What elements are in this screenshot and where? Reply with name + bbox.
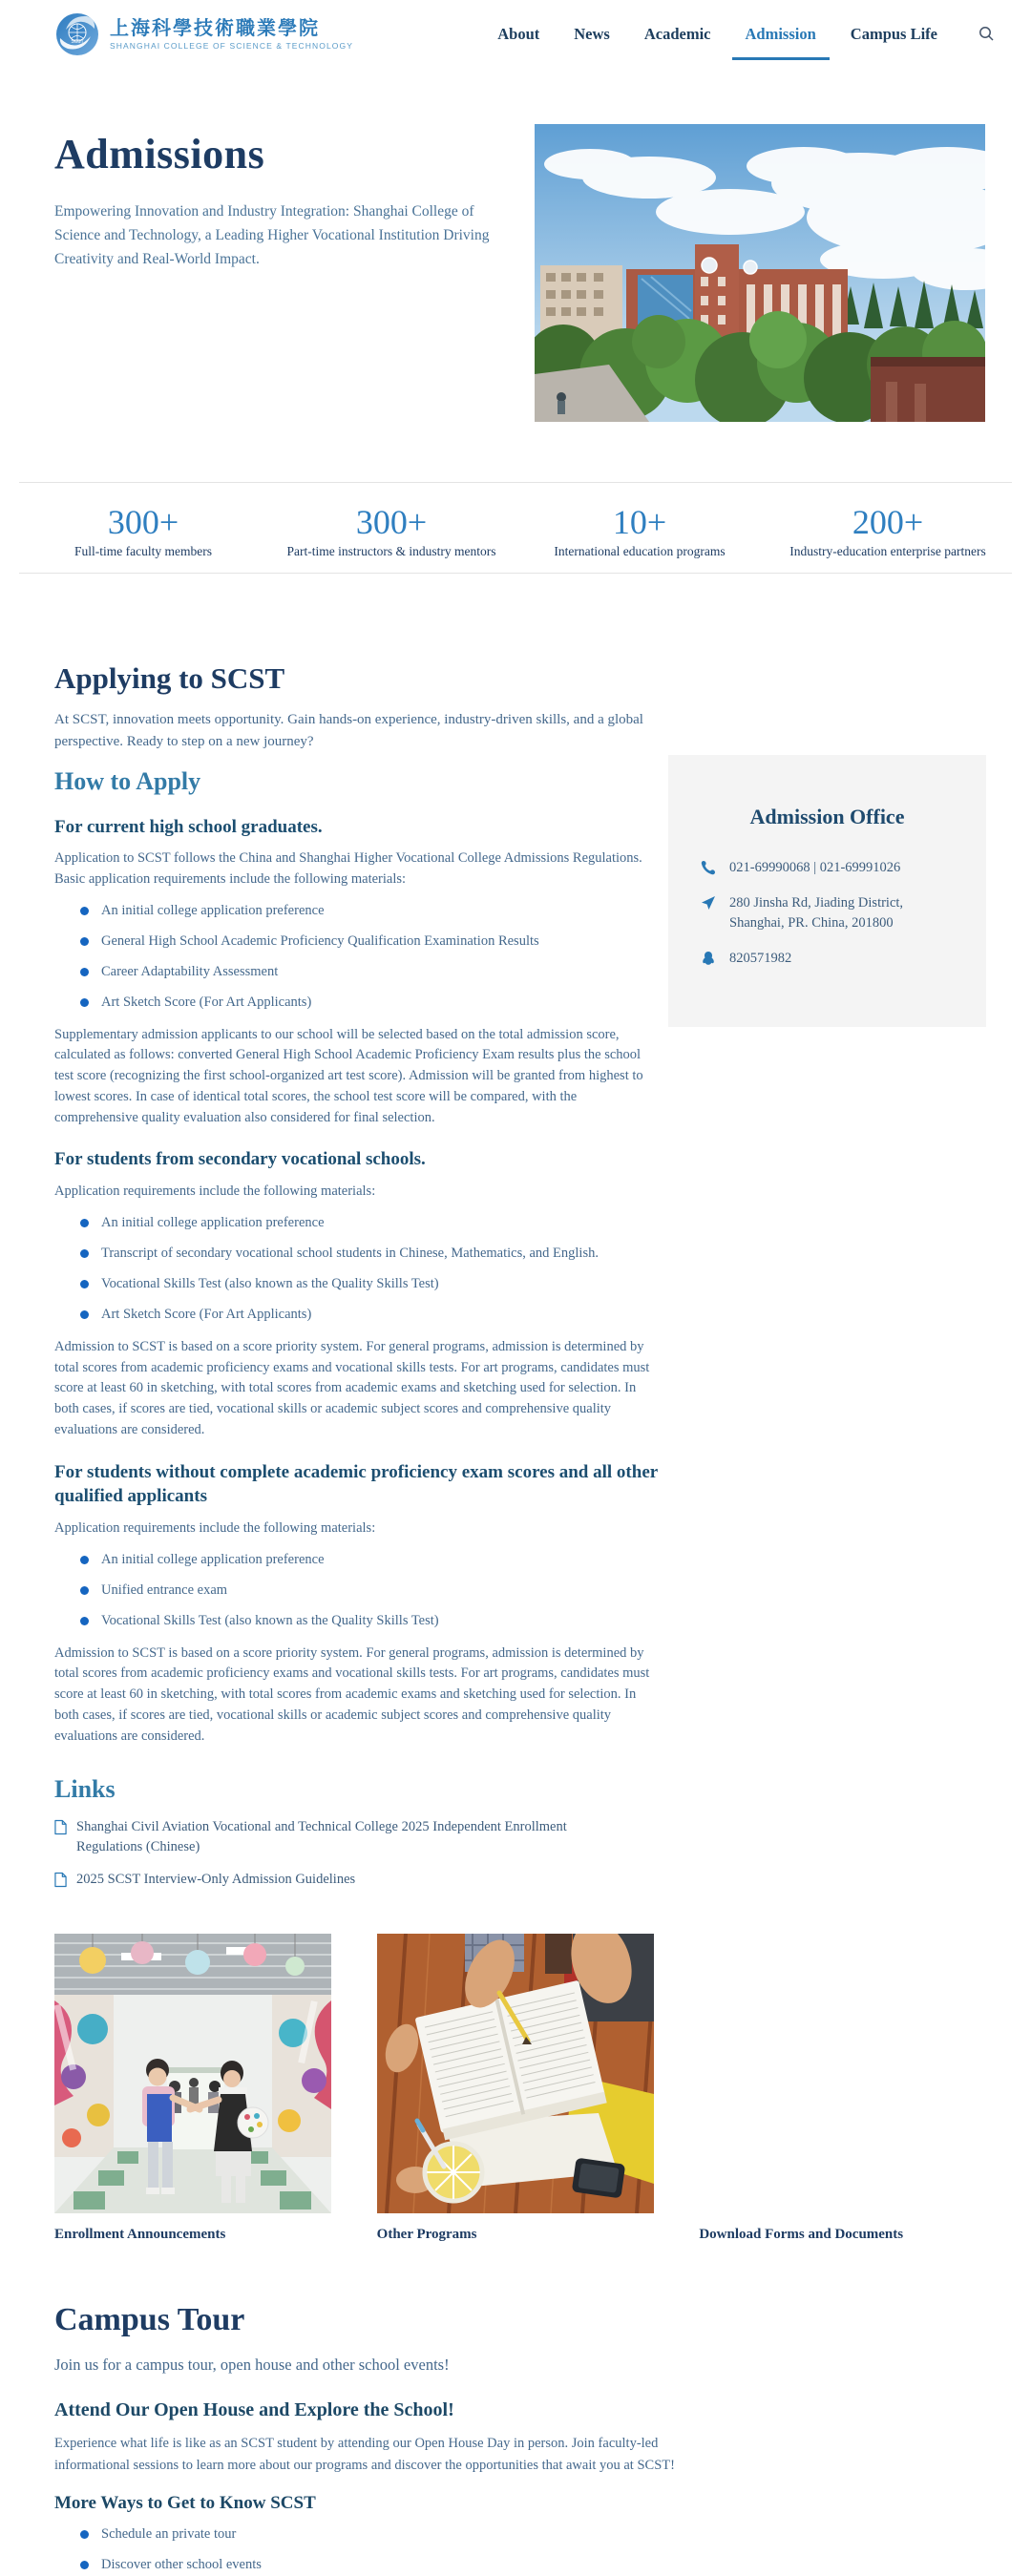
- list-item: [54, 961, 659, 983]
- bullet-dot-icon: [80, 998, 89, 1007]
- nav-item-about[interactable]: About: [497, 25, 540, 43]
- stat-enterprise-partners: [764, 504, 1012, 559]
- campus-tour-title: Campus Tour: [54, 2302, 245, 2338]
- list-item-text: Vocational Skills Test (also known as the Quality Skills Test): [101, 1275, 439, 1291]
- applying-title: Applying to SCST: [54, 661, 285, 695]
- stat-instructors: [267, 504, 516, 559]
- document-icon: [54, 1819, 67, 1835]
- logo-chinese-name: 上海科學技術職業學院: [110, 17, 320, 39]
- document-icon: [54, 1872, 67, 1888]
- nav-item-campus-life[interactable]: Campus Life: [850, 25, 937, 43]
- list-item: [54, 1273, 659, 1295]
- hallway-photo-illustration: [54, 1934, 331, 2213]
- list-item: [54, 1549, 659, 1571]
- office-qq: [701, 949, 954, 969]
- stat-value: 300+: [355, 503, 428, 541]
- card-image: [54, 1934, 331, 2213]
- bullet-dot-icon: [80, 907, 89, 915]
- nav-item-news[interactable]: News: [574, 25, 610, 43]
- requirements-list: [54, 1212, 659, 1326]
- bullet-dot-icon: [80, 1556, 89, 1564]
- card-caption: Enrollment Announcements: [54, 2227, 226, 2243]
- list-item: [54, 1580, 659, 1602]
- bullet-dot-icon: [80, 2530, 89, 2539]
- hero-section: [0, 69, 1031, 422]
- stat-international-programs: [516, 504, 764, 559]
- group-outro: Admission to SCST is based on a score priority system. For general programs, admission is determined by total scores from academic proficiency exams and vocational skills tests. For art programs, candidates must score at least 60 in sketching, with total scores from academic exams and sketching used for selection. In both cases, if scores are tied, vocational skills or academic subject scores and comprehensive quality evaluations are considered.: [54, 1338, 650, 1437]
- bullet-dot-icon: [80, 937, 89, 946]
- open-house-text: Experience what life is like as an SCST student by attending our Open House Day in person. Join faculty-led informational sessions to learn more about our programs and discover the opportunities that await you at SCST!: [54, 2436, 675, 2473]
- stat-value: 300+: [107, 503, 179, 541]
- bullet-dot-icon: [80, 1586, 89, 1595]
- card-enrollment-announcements[interactable]: [54, 1934, 341, 2243]
- card-image: [377, 1934, 654, 2213]
- list-item: [54, 931, 659, 953]
- document-link[interactable]: [54, 1870, 589, 1890]
- card-caption: Download Forms and Documents: [699, 2227, 904, 2243]
- requirements-list: [54, 900, 659, 1014]
- office-phone-text: 021-69990068 | 021-69991026: [729, 860, 901, 875]
- document-link-text: 2025 SCST Interview-Only Admission Guidelines: [76, 1872, 356, 1888]
- group-intro: Application to SCST follows the China and Shanghai Higher Vocational College Admissions Regulations. Basic application requirements include the following materials:: [54, 850, 642, 887]
- list-item-text: Transcript of secondary vocational school students in Chinese, Mathematics, and English.: [101, 1245, 599, 1261]
- nav-item-academic[interactable]: Academic: [643, 25, 711, 43]
- open-house-title: Attend Our Open House and Explore the School!: [54, 2399, 454, 2421]
- campus-photo: [535, 124, 985, 422]
- study-desk-photo-illustration: [377, 1934, 654, 2213]
- phone-icon: [701, 860, 716, 875]
- group-title-high-school: For current high school graduates.: [54, 816, 323, 837]
- list-item-text: Vocational Skills Test (also known as the Quality Skills Test): [101, 1612, 439, 1628]
- list-item: [54, 1610, 659, 1632]
- list-item: [54, 1304, 659, 1326]
- how-to-apply-title: How to Apply: [54, 766, 201, 795]
- list-item-text: General High School Academic Proficiency Qualification Examination Results: [101, 932, 539, 949]
- stat-label: International education programs: [554, 544, 726, 558]
- office-address-text: 280 Jinsha Rd, Jiading District, Shanghai, PR. China, 201800: [729, 895, 904, 932]
- group-outro: Admission to SCST is based on a score priority system. For general programs, admission is determined by total scores from academic proficiency exams and vocational skills tests. For art programs, candidates must score at least 60 in sketching, with total scores from academic exams and sketching used for selection. In both cases, if scores are tied, vocational skills or academic subject scores and comprehensive quality evaluations are considered.: [54, 1644, 650, 1744]
- main-nav: [497, 21, 999, 49]
- campus-tour-section: [0, 2243, 1031, 2576]
- list-item-text: An initial college application preference: [101, 1214, 325, 1230]
- bullet-dot-icon: [80, 2561, 89, 2569]
- stat-label: Industry-education enterprise partners: [789, 544, 986, 558]
- more-ways-title: More Ways to Get to Know SCST: [54, 2493, 316, 2514]
- stat-value: 10+: [612, 503, 667, 541]
- search-button[interactable]: [974, 21, 999, 49]
- list-item: [54, 1243, 659, 1265]
- stats-strip: [19, 482, 1012, 574]
- site-header: [0, 0, 1031, 69]
- list-item-text: Art Sketch Score (For Art Applicants): [101, 994, 312, 1010]
- group-outro: Supplementary admission applicants to our school will be selected based on the total admission score, calculated as follows: converted General High School Academic Proficiency Exam results plus the school test score (recognizing the first school-organized art test score). Admission will be granted from highest to lowest scores. In case of identical total scores, the school test score will be compared, with the comprehensive quality evaluation also considered for final selection.: [54, 1026, 643, 1125]
- campus-tour-intro: Join us for a campus tour, open house and other school events!: [54, 2356, 450, 2375]
- stat-label: Part-time instructors & industry mentors: [286, 544, 496, 558]
- list-item-text: Unified entrance exam: [101, 1581, 228, 1598]
- list-item-text: Career Adaptability Assessment: [101, 963, 279, 979]
- office-qq-text: 820571982: [729, 951, 792, 967]
- bullet-dot-icon: [80, 1219, 89, 1227]
- group-title-other-applicants: For students without complete academic proficiency exam scores and all other qualified applicants: [54, 1461, 658, 1507]
- school-emblem-icon: [54, 11, 100, 57]
- document-link-text: Shanghai Civil Aviation Vocational and Technical College 2025 Independent Enrollment Regulations (Chinese): [76, 1819, 567, 1855]
- more-ways-list: [54, 2524, 985, 2576]
- location-arrow-icon: [701, 895, 716, 911]
- search-icon: [978, 25, 995, 42]
- stat-faculty: [19, 504, 267, 559]
- list-item-text: An initial college application preference: [101, 902, 325, 918]
- page-title: Admissions: [54, 131, 265, 178]
- list-item: [54, 992, 659, 1014]
- card-download-forms[interactable]: [699, 1934, 985, 2243]
- stat-value: 200+: [852, 503, 924, 541]
- campus-photo-illustration: [535, 124, 985, 422]
- office-phone: [701, 858, 954, 878]
- cards-row: [0, 1934, 1031, 2243]
- nav-item-admission[interactable]: Admission: [745, 25, 816, 43]
- hero-subtitle: Empowering Innovation and Industry Integration: Shanghai College of Science and Technology, a Leading Higher Vocational Institution Driving Creativity and Real-World Impact.: [54, 203, 490, 268]
- card-image-empty: [699, 1934, 976, 2213]
- card-caption: Other Programs: [376, 2227, 477, 2243]
- logo-english-name: SHANGHAI COLLEGE OF SCIENCE & TECHNOLOGY: [110, 40, 353, 51]
- card-other-programs[interactable]: [377, 1934, 663, 2243]
- group-intro: Application requirements include the following materials:: [54, 1183, 376, 1200]
- list-item: [54, 1212, 659, 1234]
- applying-section: [0, 574, 1031, 1890]
- bullet-dot-icon: [80, 1617, 89, 1625]
- list-item-text: Art Sketch Score (For Art Applicants): [101, 1306, 312, 1322]
- links-title: Links: [54, 1775, 116, 1804]
- svg-text:SCST: SCST: [71, 39, 84, 45]
- requirements-list: [54, 1549, 659, 1632]
- office-address: [701, 893, 954, 933]
- list-item-text: An initial college application preference: [101, 1551, 325, 1567]
- applying-intro: At SCST, innovation meets opportunity. Gain hands-on experience, industry-driven skills, and a global perspective. Ready to step on a new journey?: [54, 712, 643, 750]
- bullet-dot-icon: [80, 1249, 89, 1258]
- list-item-text: Schedule an private tour: [101, 2526, 237, 2543]
- qq-penguin-icon: [701, 951, 716, 966]
- admission-office-title: Admission Office: [749, 805, 905, 828]
- school-logo[interactable]: [54, 11, 353, 57]
- bullet-dot-icon: [80, 968, 89, 976]
- stat-label: Full-time faculty members: [74, 544, 212, 558]
- list-item[interactable]: [54, 2554, 985, 2576]
- group-intro: Application requirements include the following materials:: [54, 1519, 376, 1536]
- admission-office-card: [668, 755, 986, 1027]
- group-title-vocational: For students from secondary vocational schools.: [54, 1149, 426, 1170]
- bullet-dot-icon: [80, 1280, 89, 1288]
- document-link[interactable]: [54, 1817, 589, 1857]
- bullet-dot-icon: [80, 1310, 89, 1319]
- list-item-text: Discover other school events: [101, 2557, 262, 2573]
- list-item: [54, 900, 659, 922]
